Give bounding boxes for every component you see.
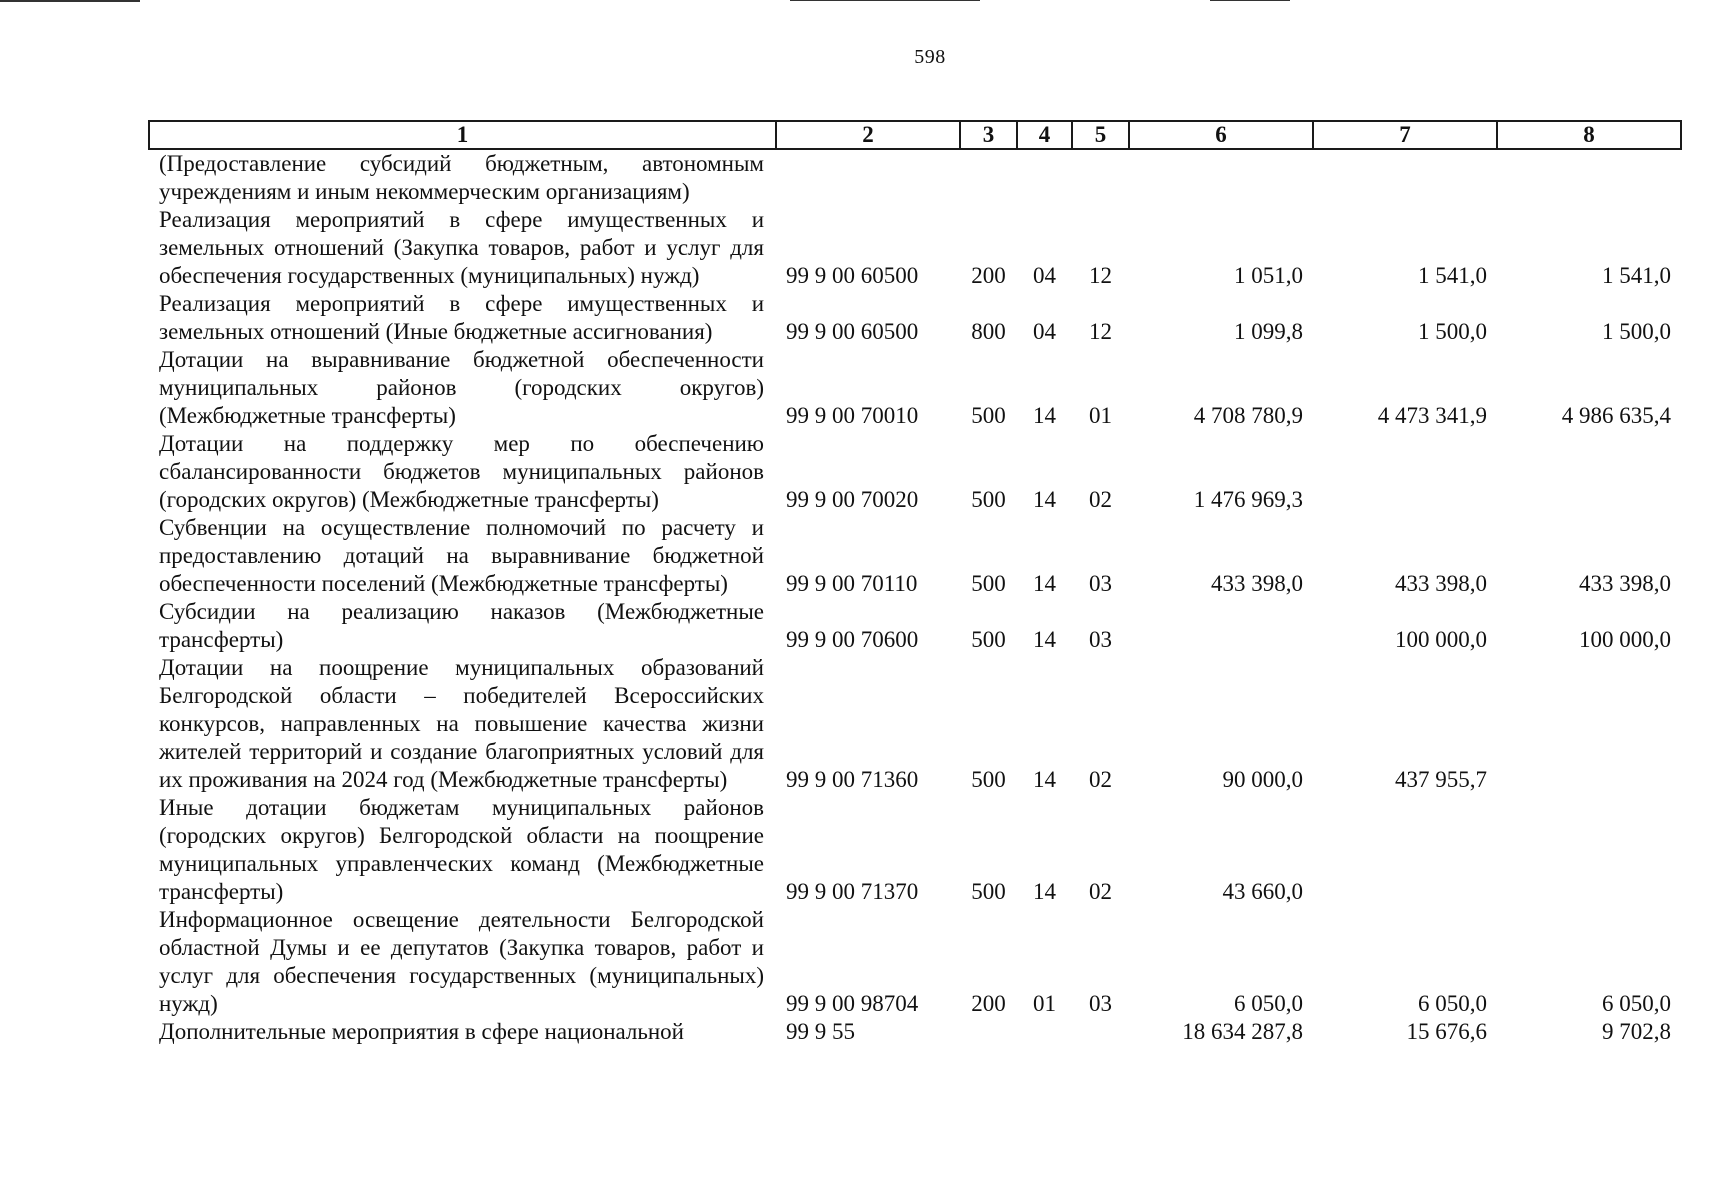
row-subsection: [1072, 1018, 1129, 1046]
row-target-code: 99 9 00 70600: [786, 627, 919, 652]
row-target-code: 99 9 00 60500: [786, 263, 919, 288]
scan-edge-mark: [1210, 0, 1290, 1]
row-value-col7: 433 398,0: [1395, 571, 1487, 596]
row-subsection: 03: [1089, 991, 1112, 1016]
row-description: Иные дотации бюджетам муниципальных районов (городских округов) Белгородской области на поощрение муниципальных управленческих команд (Межбюджетные трансферты): [159, 795, 764, 904]
row-target-code: 99 9 00 70110: [786, 571, 918, 596]
table-row: [149, 149, 1681, 206]
column-header-4: 4: [1017, 121, 1072, 149]
budget-table-container: [148, 120, 1680, 1046]
column-header-6: 6: [1129, 121, 1313, 149]
row-value-col6: 18 634 287,8: [1182, 1019, 1303, 1044]
row-value-col8: 9 702,8: [1602, 1019, 1671, 1044]
row-value-col6: [1129, 598, 1313, 654]
row-value-col8: [1497, 430, 1681, 514]
row-subsection: 03: [1089, 627, 1112, 652]
row-section: 14: [1033, 767, 1056, 792]
row-section: [1017, 1018, 1072, 1046]
row-value-col8: 1 541,0: [1602, 263, 1671, 288]
row-target-code: 99 9 55: [786, 1019, 855, 1044]
row-value-col6: 43 660,0: [1222, 879, 1303, 904]
row-value-col7: [1313, 794, 1497, 906]
row-value-col6: 1 099,8: [1234, 319, 1303, 344]
row-target-code: 99 9 00 70010: [786, 403, 919, 428]
column-header-1: 1: [149, 121, 776, 149]
row-value-col6: 90 000,0: [1222, 767, 1303, 792]
row-subsection: 01: [1089, 403, 1112, 428]
row-description: Субвенции на осуществление полномочий по расчету и предоставлению дотаций на выравнивание бюджетной обеспеченности поселений (Межбюджетные трансферты): [159, 515, 764, 596]
table-row: [149, 598, 1681, 654]
column-header-3: 3: [960, 121, 1017, 149]
row-target-code: [776, 149, 960, 206]
row-target-code: 99 9 00 98704: [786, 991, 919, 1016]
row-expense-type: 500: [971, 403, 1006, 428]
column-header-5: 5: [1072, 121, 1129, 149]
row-description: Дотации на поощрение муниципальных образований Белгородской области – победителей Всероссийских конкурсов, направленных на повышение качества жизни жителей территорий и создание благоприятных условий для их проживания на 2024 год (Межбюджетные трансферты): [159, 655, 764, 792]
row-section: 01: [1033, 991, 1056, 1016]
row-value-col7: [1313, 149, 1497, 206]
row-value-col8: 4 986 635,4: [1561, 403, 1671, 428]
row-target-code: 99 9 00 60500: [786, 319, 919, 344]
row-value-col8: 100 000,0: [1579, 627, 1671, 652]
row-expense-type: 200: [971, 991, 1006, 1016]
scan-edge-mark: [790, 0, 980, 1]
row-value-col7: 15 676,6: [1406, 1019, 1487, 1044]
table-row: [149, 430, 1681, 514]
row-description: Субсидии на реализацию наказов (Межбюджетные трансферты): [159, 599, 764, 652]
row-description: Дополнительные мероприятия в сфере национальной: [159, 1019, 684, 1044]
row-description: Реализация мероприятий в сфере имущественных и земельных отношений (Иные бюджетные ассигнования): [159, 291, 764, 344]
row-subsection: [1072, 149, 1129, 206]
row-expense-type: 500: [971, 627, 1006, 652]
table-header-row: [149, 121, 1681, 149]
row-subsection: 02: [1089, 487, 1112, 512]
row-section: 14: [1033, 571, 1056, 596]
row-description: Дотации на поддержку мер по обеспечению сбалансированности бюджетов муниципальных районов (городских округов) (Межбюджетные трансферты): [159, 431, 764, 512]
row-subsection: 03: [1089, 571, 1112, 596]
row-value-col6: 6 050,0: [1234, 991, 1303, 1016]
row-value-col7: 100 000,0: [1395, 627, 1487, 652]
row-expense-type: 500: [971, 879, 1006, 904]
scan-edge-mark: [0, 0, 140, 2]
row-value-col7: 1 500,0: [1418, 319, 1487, 344]
row-value-col6: 1 051,0: [1234, 263, 1303, 288]
row-description: (Предоставление субсидий бюджетным, автономным учреждениям и иным некоммерческим организациям): [159, 151, 764, 204]
row-section: 04: [1033, 319, 1056, 344]
column-header-8: 8: [1497, 121, 1681, 149]
row-value-col7: [1313, 430, 1497, 514]
row-value-col7: 4 473 341,9: [1377, 403, 1487, 428]
row-expense-type: 200: [971, 263, 1006, 288]
row-expense-type: 500: [971, 767, 1006, 792]
table-row: [149, 514, 1681, 598]
row-value-col6: 4 708 780,9: [1193, 403, 1303, 428]
row-value-col8: 1 500,0: [1602, 319, 1671, 344]
column-header-2: 2: [776, 121, 960, 149]
row-value-col8: [1497, 149, 1681, 206]
budget-table: [148, 120, 1682, 1046]
row-value-col6: 1 476 969,3: [1193, 487, 1303, 512]
row-expense-type: 500: [971, 487, 1006, 512]
row-value-col8: [1497, 654, 1681, 794]
table-row: [149, 794, 1681, 906]
row-expense-type: 800: [971, 319, 1006, 344]
row-description: Информационное освещение деятельности Белгородской областной Думы и ее депутатов (Закупка товаров, работ и услуг для обеспечения государственных (муниципальных) нужд): [159, 907, 764, 1016]
table-row: [149, 346, 1681, 430]
row-expense-type: [960, 149, 1017, 206]
row-expense-type: [960, 1018, 1017, 1046]
row-target-code: 99 9 00 71360: [786, 767, 919, 792]
row-target-code: 99 9 00 71370: [786, 879, 919, 904]
column-header-7: 7: [1313, 121, 1497, 149]
row-value-col7: 1 541,0: [1418, 263, 1487, 288]
table-row: [149, 654, 1681, 794]
row-description: Реализация мероприятий в сфере имущественных и земельных отношений (Закупка товаров, работ и услуг для обеспечения государственных (муниципальных) нужд): [159, 207, 764, 288]
table-row: [149, 206, 1681, 290]
row-value-col6: [1129, 149, 1313, 206]
row-description: Дотации на выравнивание бюджетной обеспеченности муниципальных районов (городских округов) (Межбюджетные трансферты): [159, 347, 764, 428]
row-section: 14: [1033, 487, 1056, 512]
row-subsection: 02: [1089, 879, 1112, 904]
row-value-col7: 6 050,0: [1418, 991, 1487, 1016]
row-value-col7: 437 955,7: [1395, 767, 1487, 792]
row-section: 04: [1033, 263, 1056, 288]
row-section: [1017, 149, 1072, 206]
row-section: 14: [1033, 627, 1056, 652]
row-section: 14: [1033, 403, 1056, 428]
row-subsection: 12: [1089, 263, 1112, 288]
row-subsection: 12: [1089, 319, 1112, 344]
table-row: [149, 906, 1681, 1018]
row-subsection: 02: [1089, 767, 1112, 792]
page-number: 598: [914, 46, 946, 68]
table-row: [149, 290, 1681, 346]
row-section: 14: [1033, 879, 1056, 904]
row-expense-type: 500: [971, 571, 1006, 596]
row-value-col8: 6 050,0: [1602, 991, 1671, 1016]
row-value-col6: 433 398,0: [1211, 571, 1303, 596]
table-row: [149, 1018, 1681, 1046]
row-target-code: 99 9 00 70020: [786, 487, 919, 512]
row-value-col8: [1497, 794, 1681, 906]
row-value-col8: 433 398,0: [1579, 571, 1671, 596]
